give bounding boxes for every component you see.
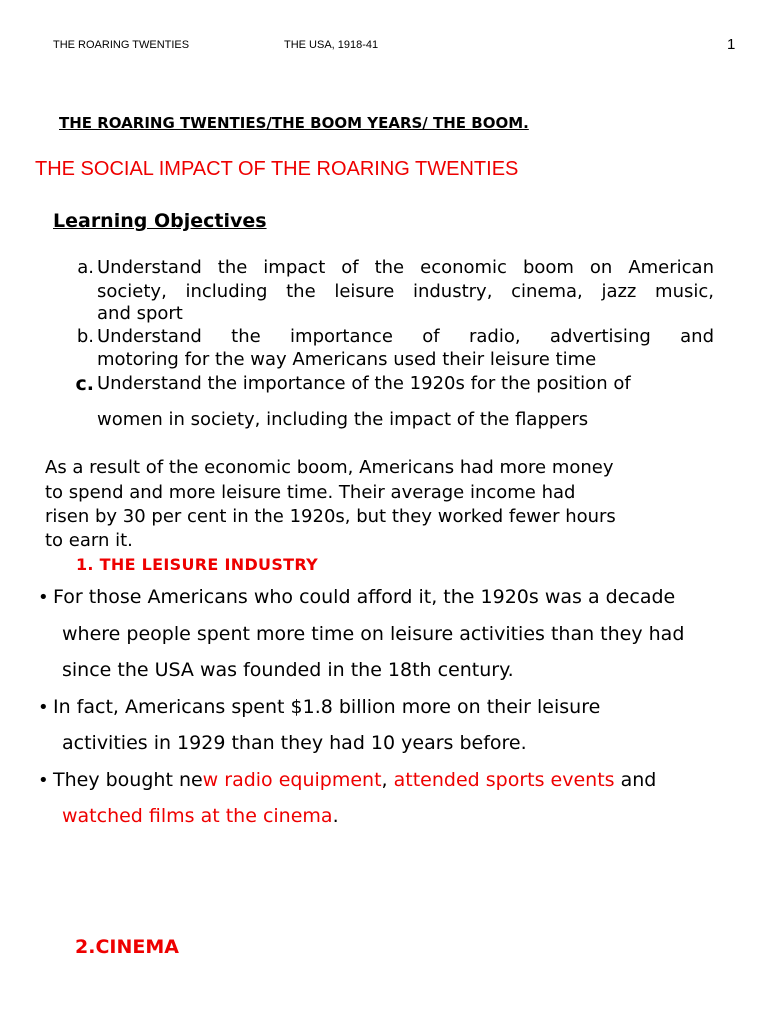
bullet-1-line-2: where people spent more time on leisure activities than they had [62,623,685,645]
bullet-3-text-period: . [332,805,339,827]
objective-marker-c: c. [75,373,94,395]
bullet-icon: • [38,697,49,718]
objective-c-line-2: women in society, including the impact of the flappers [97,409,589,430]
objective-marker-b: b. [76,326,94,347]
bullet-3-text-sports: attended sports events [393,769,615,791]
section-heading-cinema: 2.CINEMA [75,936,179,958]
header-center: THE USA, 1918-41 [284,39,379,51]
bullet-icon: • [38,770,49,791]
intro-line-1: As a result of the economic boom, Americans had more money [45,457,614,478]
bullet-1-line-3: since the USA was founded in the 18th century. [62,659,514,681]
objective-c-line-1: Understand the importance of the 1920s for the position of [97,373,631,394]
bullet-1-line-1: For those Americans who could afford it, the 1920s was a decade [53,586,676,608]
bullet-3-text-radio: w radio equipment [202,769,382,791]
intro-line-2: to spend and more leisure time. Their average income had [45,482,576,503]
bullet-3-line-1 [53,769,656,791]
objective-a-line-2: society, including the leisure industry, cinema, jazz music, [97,281,714,302]
page-subtitle: THE SOCIAL IMPACT OF THE ROARING TWENTIES [35,158,519,180]
intro-line-3: risen by 30 per cent in the 1920s, but they worked fewer hours [45,506,616,527]
bullet-2-line-1: In fact, Americans spent $1.8 billion more on their leisure [53,696,601,718]
objective-a-line-1: Understand the impact of the economic boom on American [97,257,714,278]
bullet-3-text-a: They bought ne [53,769,203,791]
bullet-3-text-cinema: watched films at the cinema [62,805,333,827]
header-left: THE ROARING TWENTIES [53,39,190,51]
bullet-2-line-2: activities in 1929 than they had 10 years before. [62,732,527,754]
bullet-icon: • [38,587,49,608]
bullet-3-text-comma: , [381,769,394,791]
page-title: THE ROARING TWENTIES/THE BOOM YEARS/ THE BOOM. [59,114,529,132]
objective-b-line-2: motoring for the way Americans used their leisure time [97,349,597,370]
objective-marker-a: a. [77,257,94,278]
objective-a-line-3: and sport [97,303,183,324]
objectives-heading: Learning Objectives [53,210,267,232]
bullet-3-text-and: and [614,769,657,791]
bullet-3-line-2 [62,805,339,827]
section-heading-leisure-industry: 1. THE LEISURE INDUSTRY [76,555,318,574]
intro-line-4: to earn it. [45,530,133,551]
objective-b-line-1: Understand the importance of radio, advertising and [97,326,714,347]
page-number: 1 [727,36,736,53]
